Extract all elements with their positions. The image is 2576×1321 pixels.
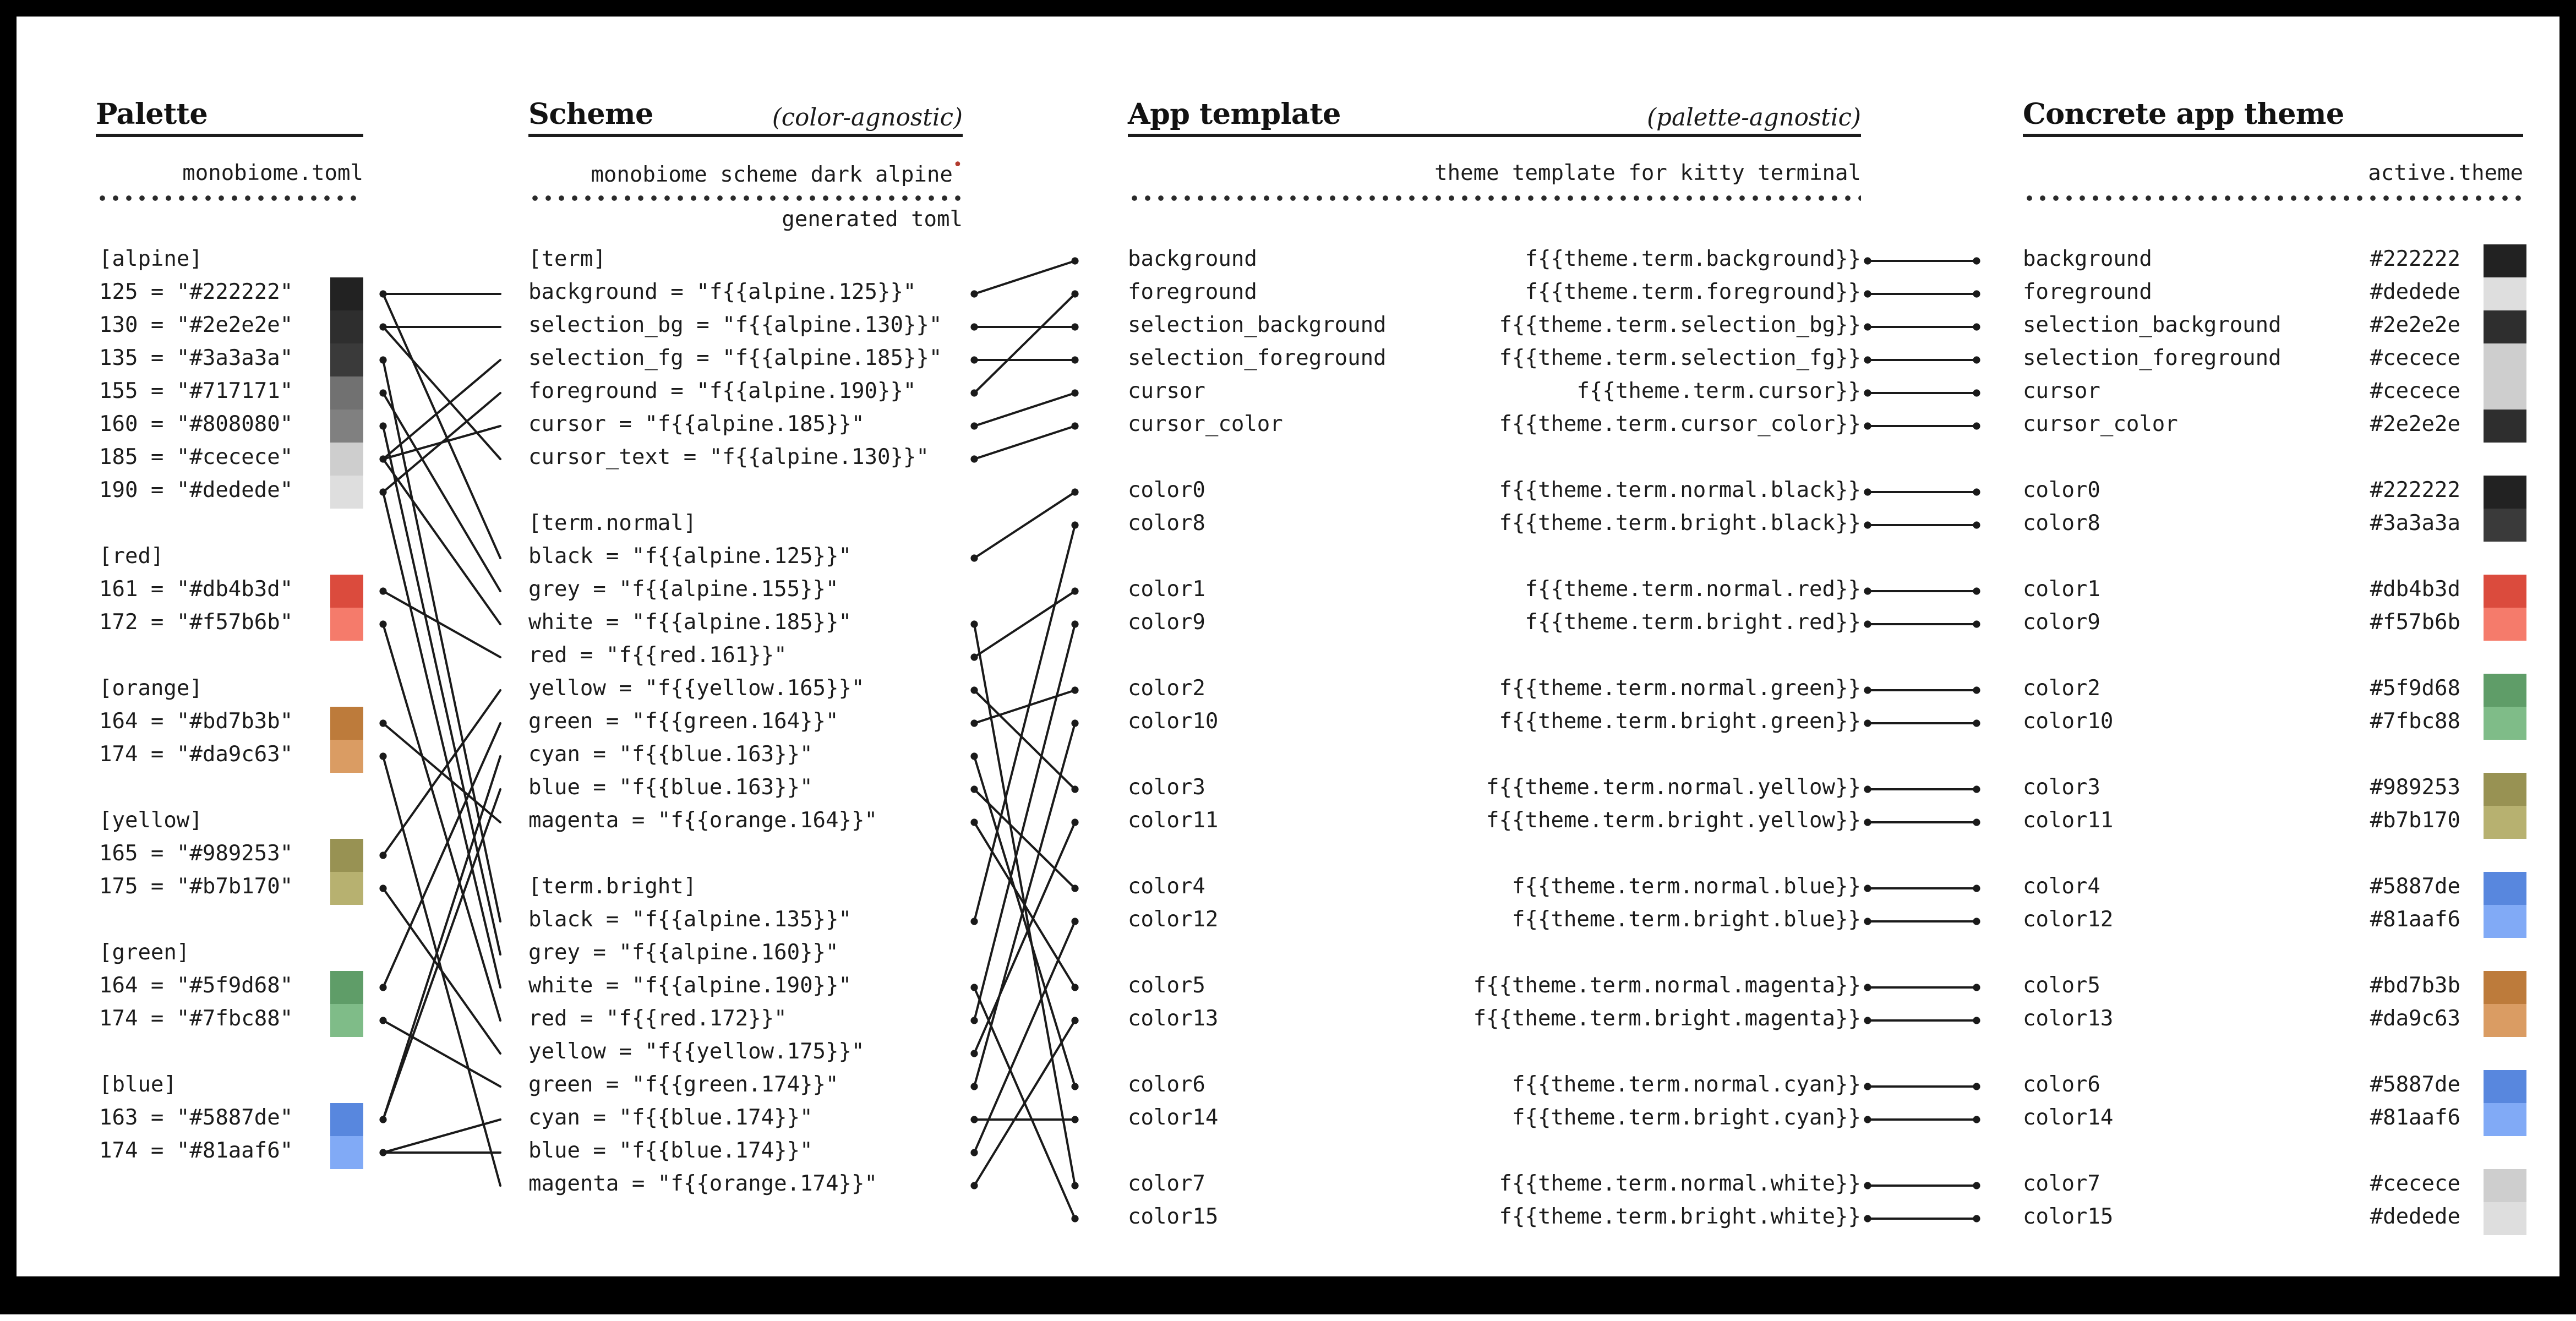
template-key: color12	[1128, 908, 1219, 933]
theme-row	[2023, 410, 2460, 443]
template-key: color11	[1128, 809, 1219, 834]
template-row	[1128, 674, 1861, 707]
theme-swatch	[2484, 277, 2526, 310]
scheme-title-row	[528, 83, 963, 132]
scheme-entry: background = "f{{alpine.125}}"	[528, 281, 916, 305]
palette-group-header: [orange]	[99, 677, 203, 702]
theme-swatch	[2484, 1103, 2526, 1136]
scheme-entry: black = "f{{alpine.135}}"	[528, 908, 852, 933]
template-placeholder: f{{theme.term.bright.green}}	[1499, 710, 1861, 735]
theme-key: foreground	[2023, 281, 2152, 305]
theme-row	[2023, 476, 2460, 509]
template-placeholder: f{{theme.term.cursor}}	[1576, 380, 1861, 405]
theme-hex: #222222	[2370, 248, 2460, 272]
template-placeholder: f{{theme.term.normal.white}}	[1499, 1172, 1861, 1197]
template-placeholder: f{{theme.term.bright.black}}	[1499, 512, 1861, 537]
scheme-entry: selection_fg = "f{{alpine.185}}"	[528, 347, 942, 372]
theme-hex: #5887de	[2370, 875, 2460, 900]
palette-entry: 161 = "#db4b3d"	[99, 578, 293, 603]
theme-rule	[2023, 134, 2523, 137]
palette-entry: 164 = "#bd7b3b"	[99, 710, 293, 735]
scheme-entry: yellow = "f{{yellow.165}}"	[528, 677, 865, 702]
template-placeholder: f{{theme.term.foreground}}	[1525, 281, 1861, 305]
theme-subtitle: active.theme	[2368, 162, 2523, 187]
palette-swatch-strip	[330, 839, 363, 905]
footnote-marker: •	[952, 157, 963, 175]
palette-swatch-strip	[330, 707, 363, 773]
template-key: background	[1128, 248, 1257, 272]
theme-swatch-strip	[2484, 575, 2526, 641]
template-row	[1128, 707, 1861, 740]
theme-swatch-strip	[2484, 244, 2526, 443]
theme-hex: #81aaf6	[2370, 1106, 2460, 1131]
palette-rule	[96, 134, 363, 137]
palette-entry: 135 = "#3a3a3a"	[99, 347, 293, 372]
template-row	[1128, 971, 1861, 1004]
theme-row	[2023, 509, 2460, 542]
theme-key: color5	[2023, 974, 2100, 999]
palette-group-header: [alpine]	[99, 248, 203, 272]
template-placeholder: f{{theme.term.bright.magenta}}	[1473, 1007, 1861, 1032]
scheme-entry: black = "f{{alpine.125}}"	[528, 545, 852, 570]
scheme-section-header: [term.normal]	[528, 512, 697, 537]
scheme-entry: yellow = "f{{yellow.175}}"	[528, 1040, 865, 1065]
palette-swatch-strip	[330, 1103, 363, 1169]
scheme-entry: cyan = "f{{blue.163}}"	[528, 743, 813, 768]
template-row	[1128, 476, 1861, 509]
scheme-entry: white = "f{{alpine.185}}"	[528, 611, 852, 636]
theme-key: color6	[2023, 1073, 2100, 1098]
template-placeholder: f{{theme.term.bright.yellow}}	[1486, 809, 1861, 834]
palette-entry: 174 = "#7fbc88"	[99, 1007, 293, 1032]
palette-swatch-strip	[330, 971, 363, 1037]
theme-hex: #dedede	[2370, 1205, 2460, 1230]
template-placeholder: f{{theme.term.bright.red}}	[1525, 611, 1861, 636]
scheme-entry: grey = "f{{alpine.155}}"	[528, 578, 839, 603]
theme-row	[2023, 806, 2460, 839]
palette-swatch	[330, 277, 363, 310]
palette-entry: 175 = "#b7b170"	[99, 875, 293, 900]
template-key: color2	[1128, 677, 1205, 702]
theme-swatch	[2484, 806, 2526, 839]
theme-key: color12	[2023, 908, 2114, 933]
scheme-header	[528, 83, 963, 231]
scheme-entry: red = "f{{red.161}}"	[528, 644, 787, 669]
palette-dotted-rule	[96, 195, 363, 201]
template-row	[1128, 343, 1861, 376]
theme-swatch	[2484, 773, 2526, 806]
template-row	[1128, 773, 1861, 806]
theme-key: cursor_color	[2023, 413, 2178, 438]
palette-swatch	[330, 608, 363, 641]
theme-key: color15	[2023, 1205, 2114, 1230]
template-placeholder: f{{theme.term.bright.white}}	[1499, 1205, 1861, 1230]
theme-hex: #cecece	[2370, 347, 2460, 372]
theme-key: color13	[2023, 1007, 2114, 1032]
theme-swatch	[2484, 1070, 2526, 1103]
palette-swatch	[330, 443, 363, 476]
palette-entry: 165 = "#989253"	[99, 842, 293, 867]
scheme-title: Scheme	[528, 99, 653, 132]
palette-entry: 155 = "#717171"	[99, 380, 293, 405]
theme-swatch	[2484, 608, 2526, 641]
template-placeholder: f{{theme.term.normal.cyan}}	[1512, 1073, 1861, 1098]
theme-swatch	[2484, 905, 2526, 938]
template-key: color10	[1128, 710, 1219, 735]
theme-hex: #7fbc88	[2370, 710, 2460, 735]
palette-title-row	[96, 83, 363, 132]
theme-key: color11	[2023, 809, 2114, 834]
palette-swatch	[330, 575, 363, 608]
theme-hex: #81aaf6	[2370, 908, 2460, 933]
scheme-rule	[528, 134, 963, 137]
template-dotted-rule	[1128, 195, 1861, 201]
theme-key: color0	[2023, 479, 2100, 504]
theme-row	[2023, 277, 2460, 310]
template-placeholder: f{{theme.term.selection_bg}}	[1499, 314, 1861, 339]
palette-entry: 190 = "#dedede"	[99, 479, 293, 504]
scheme-entry: green = "f{{green.164}}"	[528, 710, 839, 735]
scheme-entry: cyan = "f{{blue.174}}"	[528, 1106, 813, 1131]
template-row	[1128, 1169, 1861, 1202]
theme-row	[2023, 674, 2460, 707]
template-key: color4	[1128, 875, 1205, 900]
theme-row	[2023, 244, 2460, 277]
palette-group-header: [green]	[99, 941, 190, 966]
theme-hex: #da9c63	[2370, 1007, 2460, 1032]
theme-key: color7	[2023, 1172, 2100, 1197]
theme-key: selection_foreground	[2023, 347, 2282, 372]
template-key: foreground	[1128, 281, 1257, 305]
palette-swatch	[330, 1103, 363, 1136]
template-placeholder: f{{theme.term.normal.red}}	[1525, 578, 1861, 603]
template-row	[1128, 608, 1861, 641]
template-row	[1128, 244, 1861, 277]
template-key: selection_foreground	[1128, 347, 1387, 372]
theme-swatch	[2484, 872, 2526, 905]
theme-key: cursor	[2023, 380, 2100, 405]
palette-swatch	[330, 410, 363, 443]
theme-swatch	[2484, 509, 2526, 542]
diagram-page	[17, 17, 2559, 1276]
theme-key: selection_background	[2023, 314, 2282, 339]
scheme-entry: blue = "f{{blue.163}}"	[528, 776, 813, 801]
palette-header	[96, 83, 363, 231]
template-key: selection_background	[1128, 314, 1387, 339]
theme-row	[2023, 310, 2460, 343]
template-key: cursor	[1128, 380, 1205, 405]
template-key: color13	[1128, 1007, 1219, 1032]
palette-swatch	[330, 476, 363, 509]
palette-entry: 160 = "#808080"	[99, 413, 293, 438]
theme-hex: #222222	[2370, 479, 2460, 504]
palette-swatch	[330, 740, 363, 773]
template-subtitle: theme template for kitty terminal	[1434, 162, 1861, 187]
palette-swatch	[330, 376, 363, 410]
template-row	[1128, 310, 1861, 343]
theme-row	[2023, 707, 2460, 740]
theme-swatch	[2484, 310, 2526, 343]
theme-swatch-strip	[2484, 971, 2526, 1037]
palette-entry: 174 = "#81aaf6"	[99, 1139, 293, 1164]
theme-row	[2023, 1202, 2460, 1235]
theme-swatch	[2484, 971, 2526, 1004]
theme-hex: #f57b6b	[2370, 611, 2460, 636]
template-placeholder: f{{theme.term.bright.cyan}}	[1512, 1106, 1861, 1131]
template-row	[1128, 872, 1861, 905]
palette-entry: 185 = "#cecece"	[99, 446, 293, 471]
theme-swatch-strip	[2484, 773, 2526, 839]
theme-swatch	[2484, 476, 2526, 509]
template-row	[1128, 575, 1861, 608]
template-row	[1128, 376, 1861, 410]
palette-entry: 172 = "#f57b6b"	[99, 611, 293, 636]
palette-entry: 163 = "#5887de"	[99, 1106, 293, 1131]
scheme-entry: cursor_text = "f{{alpine.130}}"	[528, 446, 929, 471]
palette-entry: 130 = "#2e2e2e"	[99, 314, 293, 339]
theme-hex: #b7b170	[2370, 809, 2460, 834]
theme-row	[2023, 1169, 2460, 1202]
palette-subtitle: monobiome.toml	[182, 162, 363, 187]
theme-swatch	[2484, 1202, 2526, 1235]
palette-entry: 174 = "#da9c63"	[99, 743, 293, 768]
template-placeholder: f{{theme.term.normal.black}}	[1499, 479, 1861, 504]
template-placeholder: f{{theme.term.background}}	[1525, 248, 1861, 272]
scheme-entry: selection_bg = "f{{alpine.130}}"	[528, 314, 942, 339]
palette-swatch	[330, 971, 363, 1004]
palette-swatch	[330, 707, 363, 740]
theme-hex: #5f9d68	[2370, 677, 2460, 702]
scheme-entry: red = "f{{red.172}}"	[528, 1007, 787, 1032]
theme-row	[2023, 971, 2460, 1004]
theme-header	[2023, 83, 2523, 231]
theme-row	[2023, 773, 2460, 806]
palette-swatch	[330, 872, 363, 905]
theme-row	[2023, 376, 2460, 410]
template-key: color1	[1128, 578, 1205, 603]
template-placeholder: f{{theme.term.normal.blue}}	[1512, 875, 1861, 900]
theme-key: color9	[2023, 611, 2100, 636]
template-row	[1128, 410, 1861, 443]
template-title-row	[1128, 83, 1861, 132]
template-key: cursor_color	[1128, 413, 1283, 438]
theme-row	[2023, 872, 2460, 905]
theme-hex: #2e2e2e	[2370, 413, 2460, 438]
palette-swatch	[330, 1136, 363, 1169]
theme-row	[2023, 905, 2460, 938]
theme-swatch-strip	[2484, 1070, 2526, 1136]
template-row	[1128, 1202, 1861, 1235]
scheme-entry: magenta = "f{{orange.174}}"	[528, 1172, 877, 1197]
theme-row	[2023, 1004, 2460, 1037]
scheme-section-header: [term.bright]	[528, 875, 697, 900]
template-row	[1128, 277, 1861, 310]
template-annotation: (palette-agnostic)	[1647, 106, 1861, 132]
scheme-annotation: (color-agnostic)	[772, 106, 963, 132]
theme-row	[2023, 1103, 2460, 1136]
template-row	[1128, 1004, 1861, 1037]
scheme-entry: foreground = "f{{alpine.190}}"	[528, 380, 916, 405]
theme-hex: #cecece	[2370, 1172, 2460, 1197]
theme-hex: #db4b3d	[2370, 578, 2460, 603]
theme-dotted-rule	[2023, 195, 2523, 201]
theme-swatch	[2484, 575, 2526, 608]
theme-row	[2023, 608, 2460, 641]
theme-hex: #989253	[2370, 776, 2460, 801]
theme-key: color8	[2023, 512, 2100, 537]
palette-entry: 125 = "#222222"	[99, 281, 293, 305]
theme-key: color10	[2023, 710, 2114, 735]
template-placeholder: f{{theme.term.selection_fg}}	[1499, 347, 1861, 372]
theme-hex: #cecece	[2370, 380, 2460, 405]
template-rule	[1128, 134, 1861, 137]
theme-row	[2023, 343, 2460, 376]
template-row	[1128, 1070, 1861, 1103]
scheme-entry: white = "f{{alpine.190}}"	[528, 974, 852, 999]
template-key: color7	[1128, 1172, 1205, 1197]
scheme-entry: magenta = "f{{orange.164}}"	[528, 809, 877, 834]
template-row	[1128, 905, 1861, 938]
template-header	[1128, 83, 1861, 231]
palette-group-header: [red]	[99, 545, 164, 570]
palette-swatch-strip	[330, 277, 363, 509]
theme-swatch	[2484, 1004, 2526, 1037]
scheme-entry: blue = "f{{blue.174}}"	[528, 1139, 813, 1164]
theme-title-row	[2023, 83, 2523, 132]
theme-hex: #bd7b3b	[2370, 974, 2460, 999]
template-key: color5	[1128, 974, 1205, 999]
palette-entry: 164 = "#5f9d68"	[99, 974, 293, 999]
theme-key: color1	[2023, 578, 2100, 603]
template-placeholder: f{{theme.term.bright.blue}}	[1512, 908, 1861, 933]
theme-swatch-strip	[2484, 872, 2526, 938]
theme-swatch	[2484, 410, 2526, 443]
palette-swatch	[330, 343, 363, 376]
template-key: color3	[1128, 776, 1205, 801]
template-key: color15	[1128, 1205, 1219, 1230]
theme-swatch-strip	[2484, 674, 2526, 740]
palette-swatch	[330, 1004, 363, 1037]
theme-swatch	[2484, 674, 2526, 707]
scheme-entry: green = "f{{green.174}}"	[528, 1073, 839, 1098]
theme-key: color3	[2023, 776, 2100, 801]
template-title: App template	[1128, 99, 1341, 132]
template-row	[1128, 806, 1861, 839]
template-key: color0	[1128, 479, 1205, 504]
theme-swatch	[2484, 343, 2526, 376]
theme-key: color4	[2023, 875, 2100, 900]
template-key: color9	[1128, 611, 1205, 636]
palette-group-header: [yellow]	[99, 809, 203, 834]
theme-hex: #2e2e2e	[2370, 314, 2460, 339]
theme-title: Concrete app theme	[2023, 99, 2344, 132]
theme-hex: #dedede	[2370, 281, 2460, 305]
theme-swatch	[2484, 376, 2526, 410]
scheme-entry: grey = "f{{alpine.160}}"	[528, 941, 839, 966]
template-row	[1128, 1103, 1861, 1136]
theme-swatch-strip	[2484, 476, 2526, 542]
template-key: color6	[1128, 1073, 1205, 1098]
template-row	[1128, 509, 1861, 542]
palette-swatch	[330, 310, 363, 343]
template-key: color8	[1128, 512, 1205, 537]
theme-swatch	[2484, 1169, 2526, 1202]
theme-hex: #3a3a3a	[2370, 512, 2460, 537]
theme-row	[2023, 575, 2460, 608]
palette-swatch-strip	[330, 575, 363, 641]
theme-swatch-strip	[2484, 1169, 2526, 1235]
scheme-subtitle-text: monobiome scheme dark alpine	[591, 163, 953, 188]
palette-title: Palette	[96, 99, 208, 132]
theme-key: color2	[2023, 677, 2100, 702]
scheme-subtitle	[528, 159, 963, 192]
scheme-dotted-rule	[528, 195, 963, 201]
theme-swatch	[2484, 707, 2526, 740]
theme-swatch	[2484, 244, 2526, 277]
template-key: color14	[1128, 1106, 1219, 1131]
theme-key: color14	[2023, 1106, 2114, 1131]
template-placeholder: f{{theme.term.normal.yellow}}	[1486, 776, 1861, 801]
palette-swatch	[330, 839, 363, 872]
theme-hex: #5887de	[2370, 1073, 2460, 1098]
template-placeholder: f{{theme.term.normal.green}}	[1499, 677, 1861, 702]
scheme-section-header: [term]	[528, 248, 606, 272]
scheme-entry: cursor = "f{{alpine.185}}"	[528, 413, 865, 438]
theme-key: background	[2023, 248, 2152, 272]
theme-row	[2023, 1070, 2460, 1103]
palette-group-header: [blue]	[99, 1073, 177, 1098]
template-placeholder: f{{theme.term.cursor_color}}	[1499, 413, 1861, 438]
template-placeholder: f{{theme.term.normal.magenta}}	[1473, 974, 1861, 999]
scheme-subtitle2: generated toml	[782, 208, 963, 233]
